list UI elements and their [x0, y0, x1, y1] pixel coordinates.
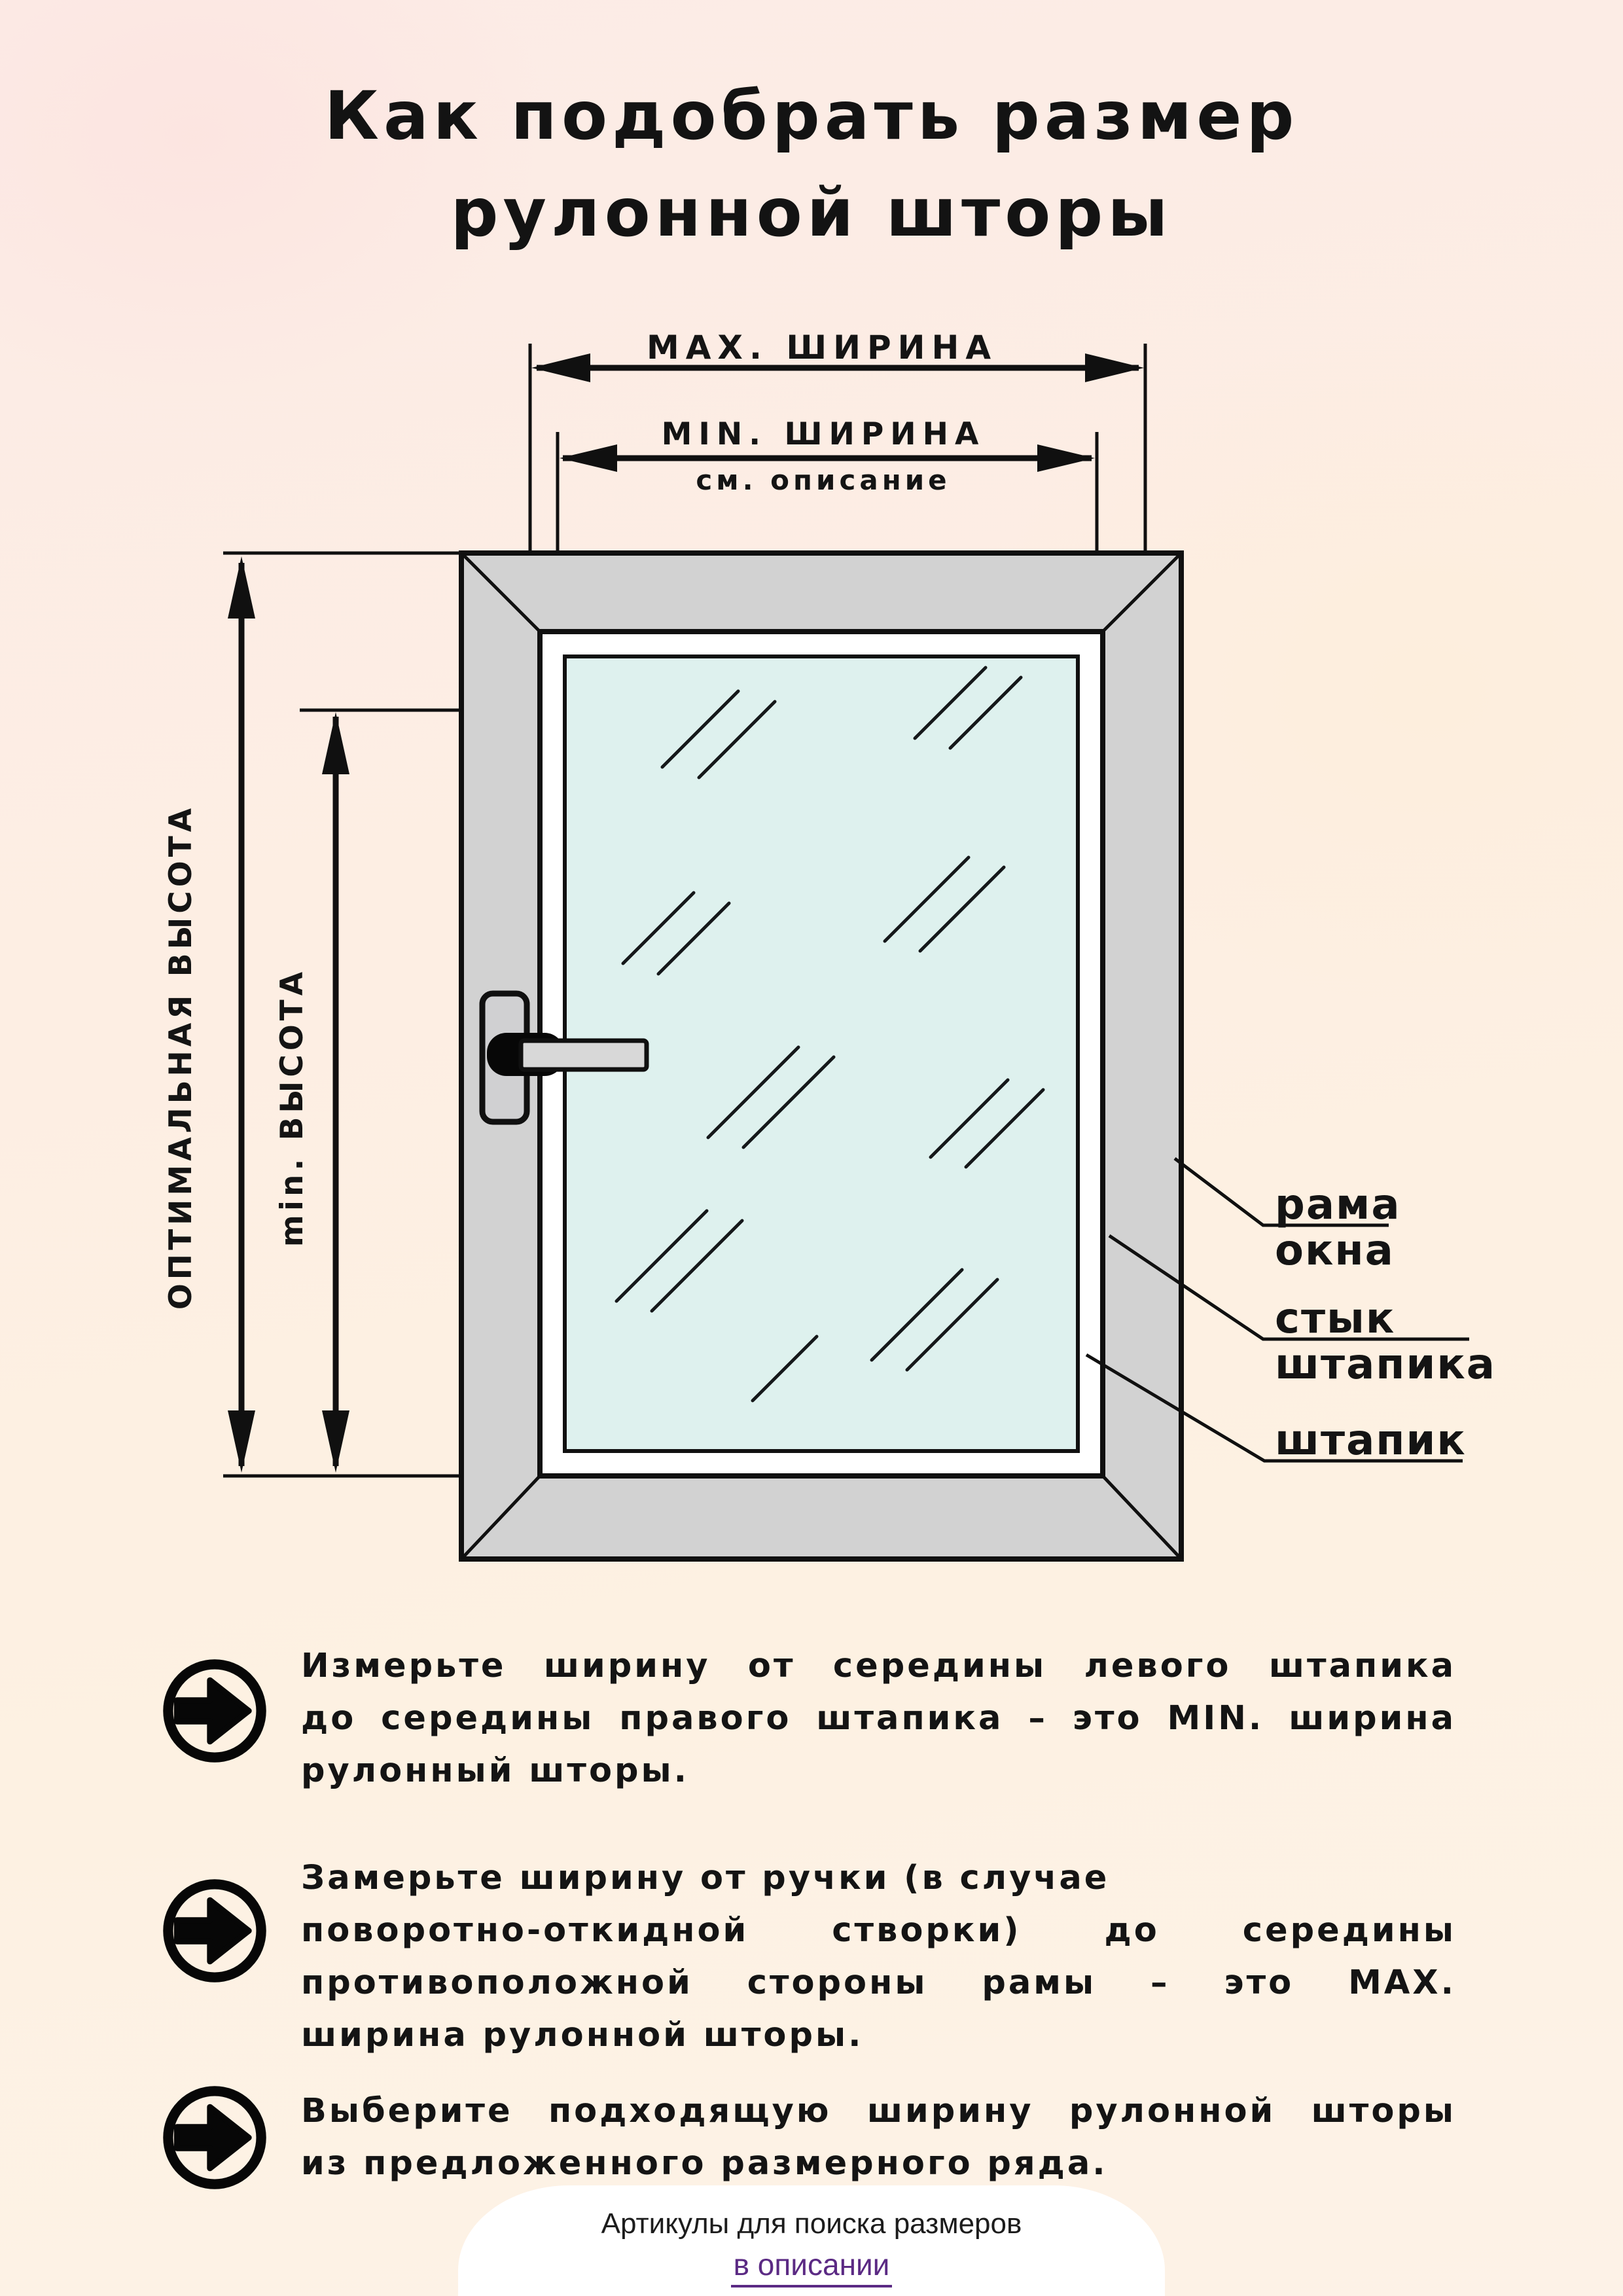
arrow-right-circle-icon — [156, 1872, 274, 1990]
joint-label-line1: стык — [1275, 1295, 1396, 1343]
min-height-label: min. ВЫСОТА — [274, 967, 310, 1247]
min-height-arrowhead-top-icon — [322, 712, 349, 774]
step-1 — [301, 1640, 1456, 1797]
joint-label-line2: штапика — [1275, 1340, 1496, 1389]
bead-label: штапик — [1275, 1416, 1467, 1465]
step-2-line-3: противоположной стороны рамы – это MAX. — [301, 1964, 1456, 2002]
frame-label-line1: рама — [1275, 1181, 1401, 1229]
step-3 — [301, 2085, 1456, 2190]
step-3-line-1: Выберите подходящую ширину рулонной шторы — [301, 2092, 1456, 2130]
step-3-line-2: из предложенного размерного ряда. — [301, 2144, 1108, 2183]
step-2-line-2: поворотно-откидной створки) до середины — [301, 1911, 1456, 1950]
optimal-height-dimension — [163, 556, 255, 1473]
min-width-dimension — [560, 416, 1095, 496]
optimal-height-label: ОПТИМАЛЬНАЯ ВЫСОТА — [163, 804, 199, 1310]
min-width-arrowhead-right-icon — [1037, 444, 1095, 472]
window-drawing — [461, 553, 1181, 1559]
description-link[interactable]: в описании — [731, 2247, 893, 2287]
min-height-dimension — [274, 712, 349, 1473]
min-width-note: см. описание — [696, 464, 951, 496]
step-1-line-1: Измерьте ширину от середины левого штапика — [301, 1647, 1456, 1685]
min-width-label: MIN. ШИРИНА — [661, 416, 986, 452]
frame-label-line2: окна — [1275, 1227, 1395, 1275]
max-width-arrowhead-left-icon — [531, 353, 590, 382]
footer-card — [458, 2185, 1165, 2296]
window-handle-lever — [521, 1041, 647, 1069]
max-width-arrowhead-right-icon — [1085, 353, 1144, 382]
arrow-right-circle-icon — [156, 2079, 274, 2197]
part-labels — [1275, 1181, 1496, 1465]
page-title-line1: Как подобрать размер — [324, 77, 1299, 155]
max-width-label: МАХ. ШИРИНА — [646, 329, 998, 367]
arrow-right-circle-icon — [156, 1652, 274, 1770]
footer-text: Артикулы для поиска размеров — [601, 2208, 1022, 2240]
step-1-line-3: рулонный шторы. — [301, 1751, 689, 1790]
optimal-height-arrowhead-top-icon — [228, 556, 255, 619]
step-2-line-4: ширина рулонной шторы. — [301, 2016, 864, 2054]
min-width-arrowhead-left-icon — [560, 444, 617, 472]
page-title-line2: рулонной шторы — [450, 174, 1173, 252]
min-height-arrowhead-bottom-icon — [322, 1410, 349, 1473]
step-1-line-2: до середины правого штапика – это MIN. ширина — [301, 1699, 1456, 1738]
optimal-height-arrowhead-bottom-icon — [228, 1410, 255, 1473]
step-2 — [301, 1852, 1456, 2062]
step-2-line-1: Замерьте ширину от ручки (в случае — [301, 1859, 1110, 1897]
max-width-dimension — [531, 329, 1144, 382]
